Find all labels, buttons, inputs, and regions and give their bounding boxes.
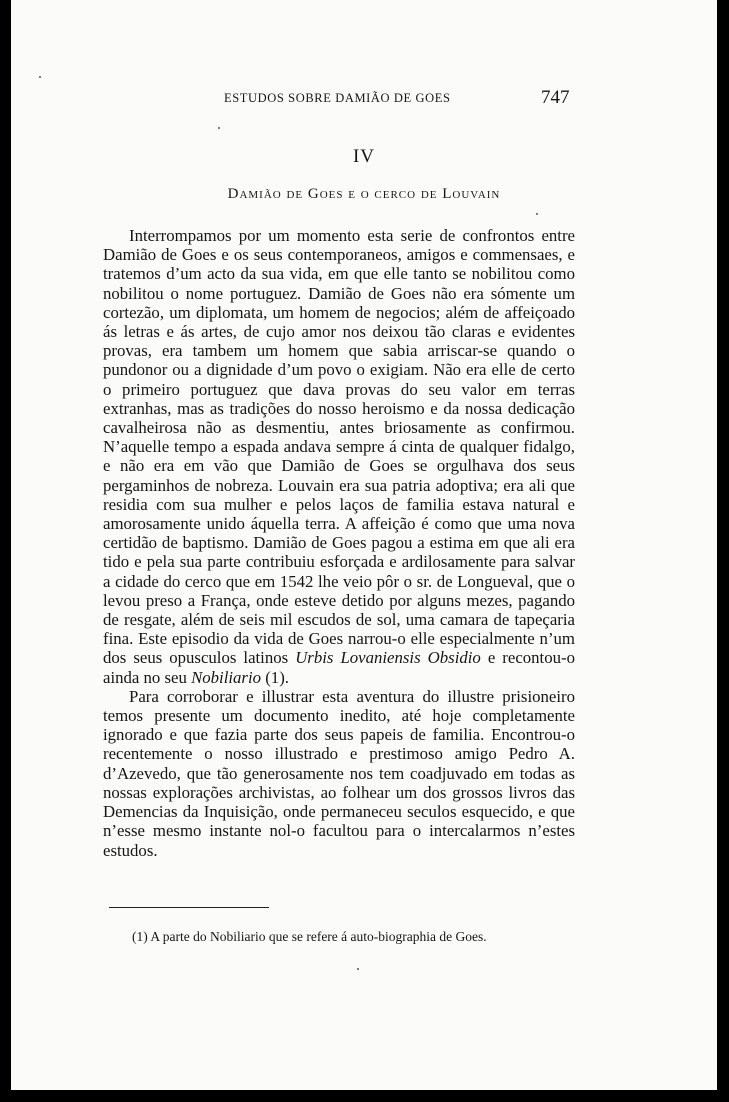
running-title: ESTUDOS SOBRE DAMIÃO DE GOES <box>224 91 451 105</box>
page-number: 747 <box>541 87 570 108</box>
book-page <box>11 0 717 1090</box>
text-segment: Para corroborar e illustrar esta aventura do illustre prisioneiro temos presente um documento inedito, até hoje completamente ignorado e que fazia parte dos seus papeis de familia. Encontrou-o recentemente o nosso illustrado e prestimoso amigo Pedro A. d’Azevedo, que tão generosamente nos tem coadjuvado em todas as nossas explorações archivistas, ao folhear um dos grossos livros das Demencias da Inquisição, onde permaneceu seculos esquecido, e que n’esse mesmo instante nol-o facultou para o intercalarmos n’estes estudos. <box>103 686 575 860</box>
scan-speck <box>536 213 538 215</box>
footnote-divider <box>109 907 269 908</box>
text-segment: (1). <box>261 667 289 687</box>
footnote: (1) A parte do Nobiliario que se refere á auto-biographia de Goes. <box>132 929 487 944</box>
page-header <box>11 87 717 113</box>
body-text <box>103 226 575 860</box>
chapter-title: Damião de Goes e o cerco de Louvain <box>227 186 501 202</box>
scan-speck <box>357 968 359 970</box>
scan-speck <box>218 127 220 129</box>
scan-speck <box>39 76 41 78</box>
italic-title: Urbis Lovaniensis Obsidio <box>295 648 481 668</box>
paragraph <box>103 687 575 860</box>
italic-title: Nobiliario <box>191 667 262 687</box>
chapter-number: IV <box>352 146 376 167</box>
paragraph <box>103 226 575 687</box>
text-segment: e recontou-o ainda no seu <box>103 648 575 687</box>
text-segment: Interrompamos por um momento esta serie de confrontos entre Damião de Goes e os seus contemporaneos, amigos e commensaes, e tratemos d’um acto da sua vida, em que elle tanto se nobilitou como nobilitou o nome portuguez. Damião de Goes não era sómente um cortezão, um diplomata, um homem de negocios; além de affeiçoado ás letras e ás artes, de cujo amor nos deixou tão claras e evidentes provas, era tambem um homem que sabia arriscar-se quando o pundonor ou a dignidade d’um povo o exigiam. Não era elle de certo o primeiro portuguez que dava provas do seu valor em terras extranhas, mas as tradições do nosso heroismo e da nossa dedicação cavalheirosa não as desmentiu, antes briosamente as confirmou. N’aquelle tempo a espada andava sempre á cinta de qualquer fidalgo, e não era em vão que Damião de Goes se orgulhava dos seus pergaminhos de nobreza. Louvain era sua patria adoptiva; era ali que residia com sua mulher e pelos laços de familia estava natural e amorosamente unido áquella terra. A affeição é como que uma nova certidão de baptismo. Damião de Goes pagou a estima em que ali era tido e pela sua parte contribuiu esforçada e ardilosamente para salvar a cidade do cerco que em 1542 lhe veio pôr o sr. de Longueval, que o levou preso a França, onde esteve detido por alguns mezes, pagando de resgate, além de seis mil escudos de sol, uma camara de tapeçaria fina. Este episodio da vida de Goes narrou-o elle especialmente n’um dos seus opusculos latinos <box>103 226 575 668</box>
